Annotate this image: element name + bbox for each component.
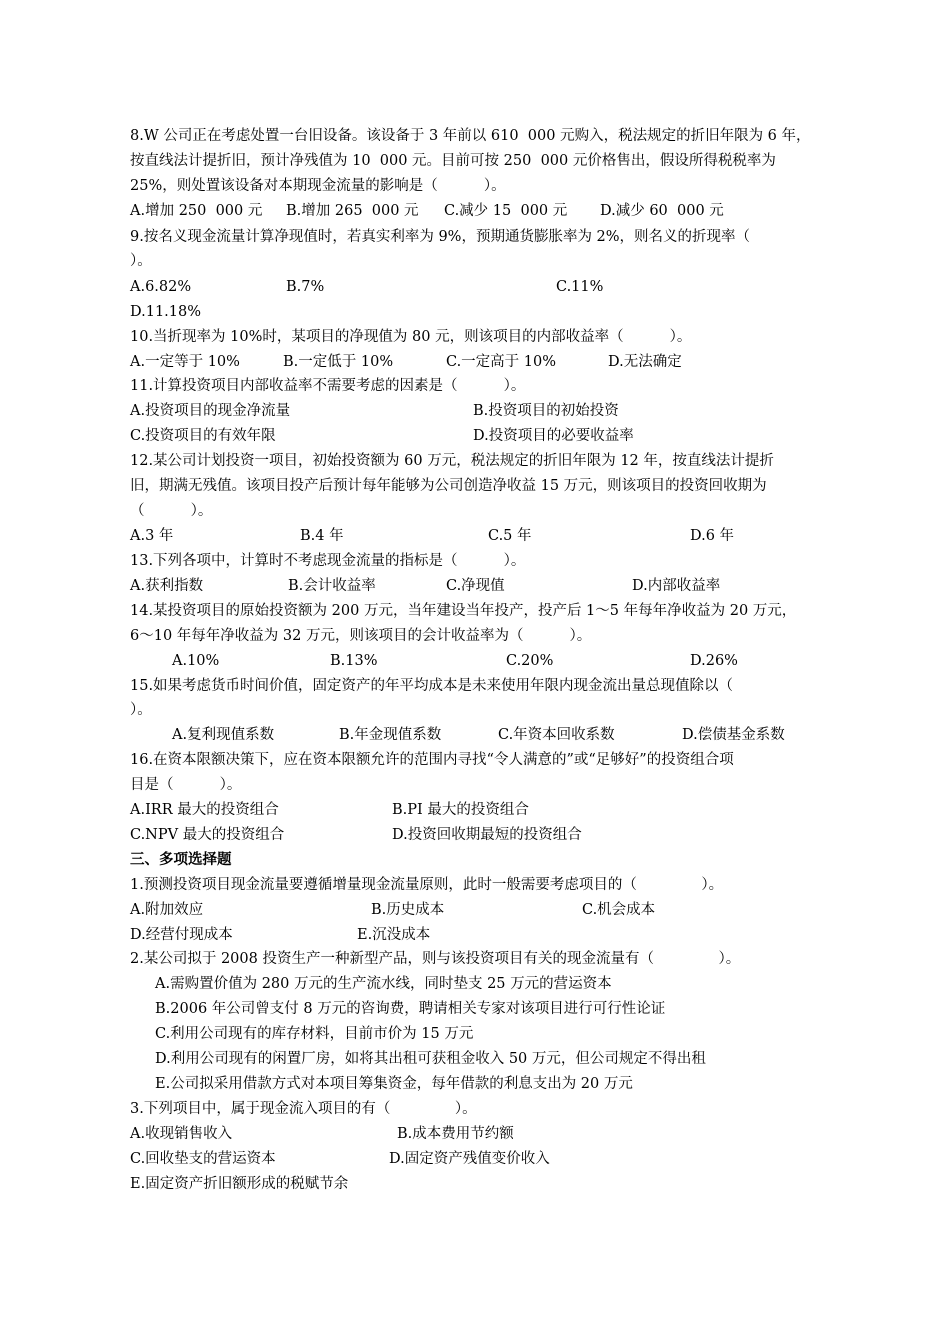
q13-option-b: B.会计收益率 [288,578,376,594]
q10-option-d: D.无法确定 [608,354,682,370]
q15-stem-line1: 15.如果考虑货币时间价值，固定资产的年平均成本是未来使用年限内现金流出量总现值除以（ [130,678,734,694]
q16-option-d: D.投资回收期最短的投资组合 [392,827,582,843]
q13-option-d: D.内部收益率 [632,578,721,594]
m3-stem: 3.下列项目中，属于现金流入项目的有（ ）。 [130,1101,477,1117]
q8-stem-line3: 25%，则处置该设备对本期现金流量的影响是（ ）。 [130,178,506,194]
q9-stem-line2: ）。 [130,253,152,269]
m2-stem: 2.某公司拟于 2008 投资生产一种新型产品，则与该投资项目有关的现金流量有（ ）。 [130,951,741,967]
m2-option-c: C.利用公司现有的库存材料，目前市价为 15 万元 [155,1026,474,1042]
m1-option-e: E.沉没成本 [357,927,431,943]
m1-option-c: C.机会成本 [582,902,656,918]
q14-stem-line2: 6～10 年每年净收益为 32 万元，则该项目的会计收益率为（ ）。 [130,628,592,644]
m3-option-a: A.收现销售收入 [130,1126,233,1142]
q14-option-c: C.20% [506,653,554,669]
q12-stem-line1: 12.某公司计划投资一项目，初始投资额为 60 万元，税法规定的折旧年限为 12 年，按直线法计提折 [130,453,774,469]
q14-option-a: A.10% [172,653,220,669]
q14-stem-line1: 14.某投资项目的原始投资额为 200 万元，当年建设当年投产，投产后 1～5 年每年净收益为 20 万元， [130,603,797,619]
m1-option-b: B.历史成本 [371,902,445,918]
m3-option-d: D.固定资产残值变价收入 [389,1151,550,1167]
m2-option-e: E.公司拟采用借款方式对本项目筹集资金，每年借款的利息支出为 20 万元 [155,1076,633,1092]
q9-option-a: A.6.82% [130,279,192,295]
q15-option-c: C.年资本回收系数 [498,727,615,743]
q8-stem-line2: 按直线法计提折旧，预计净残值为 10 000 元。目前可按 250 000 元价格售出，假设所得税税率为 [130,153,776,169]
q11-option-a: A.投资项目的现金净流量 [130,403,291,419]
m1-stem: 1.预测投资项目现金流量要遵循增量现金流量原则，此时一般需要考虑项目的（ ）。 [130,877,724,893]
m2-option-d: D.利用公司现有的闲置厂房，如将其出租可获租金收入 50 万元，但公司规定不得出租 [155,1051,706,1067]
q12-option-c: C.5 年 [488,528,532,544]
m1-option-d: D.经营付现成本 [130,927,233,943]
section-heading-multiple-choice: 三、多项选择题 [130,852,232,868]
q8-option-a: A.增加 250 000 元 [130,203,263,219]
q9-option-d: D.11.18% [130,304,202,320]
q11-option-c: C.投资项目的有效年限 [130,428,276,444]
q12-stem-line3: （ ）。 [130,503,213,519]
q10-stem: 10.当折现率为 10%时，某项目的净现值为 80 元，则该项目的内部收益率（ ）。 [130,329,692,345]
q15-stem-line2: ）。 [130,702,152,718]
q8-option-d: D.减少 60 000 元 [600,203,724,219]
q12-stem-line2: 旧，期满无残值。该项目投产后预计每年能够为公司创造净收益 15 万元，则该项目的投资回收期为 [130,478,767,494]
q16-option-a: A.IRR 最大的投资组合 [130,802,279,818]
q14-option-b: B.13% [330,653,378,669]
q15-option-a: A.复利现值系数 [172,727,275,743]
m2-option-b: B.2006 年公司曾支付 8 万元的咨询费，聘请相关专家对该项目进行可行性论证 [155,1001,666,1017]
q8-option-c: C.减少 15 000 元 [444,203,568,219]
q12-option-b: B.4 年 [300,528,344,544]
q15-option-d: D.偿债基金系数 [682,727,785,743]
q10-option-c: C.一定高于 10% [446,354,557,370]
q12-option-a: A.3 年 [130,528,174,544]
q11-option-b: B.投资项目的初始投资 [473,403,619,419]
q9-option-b: B.7% [286,279,325,295]
q16-stem-line2: 目是（ ）。 [130,777,242,793]
q16-option-c: C.NPV 最大的投资组合 [130,827,285,843]
m3-option-c: C.回收垫支的营运资本 [130,1151,276,1167]
q16-stem-line1: 16.在资本限额决策下，应在资本限额允许的范围内寻找“令人满意的”或“足够好”的投资组合项 [130,752,734,768]
m2-option-a: A.需购置价值为 280 万元的生产流水线，同时垫支 25 万元的营运资本 [155,976,612,992]
m1-option-a: A.附加效应 [130,902,204,918]
q11-stem: 11.计算投资项目内部收益率不需要考虑的因素是（ ）。 [130,378,526,394]
m3-option-e: E.固定资产折旧额形成的税赋节余 [130,1176,349,1192]
q13-stem: 13.下列各项中，计算时不考虑现金流量的指标是（ ）。 [130,553,526,569]
q16-option-b: B.PI 最大的投资组合 [392,802,529,818]
q10-option-a: A.一定等于 10% [130,354,240,370]
q11-option-d: D.投资项目的必要收益率 [473,428,634,444]
q14-option-d: D.26% [690,653,738,669]
q12-option-d: D.6 年 [690,528,735,544]
q15-option-b: B.年金现值系数 [339,727,442,743]
q10-option-b: B.一定低于 10% [283,354,394,370]
q9-option-c: C.11% [556,279,604,295]
m3-option-b: B.成本费用节约额 [397,1126,514,1142]
q13-option-c: C.净现值 [446,578,505,594]
q8-stem-line1: 8.W 公司正在考虑处置一台旧设备。该设备于 3 年前以 610 000 元购入，税法规定的折旧年限为 6 年， [130,128,811,144]
q9-stem-line1: 9.按名义现金流量计算净现值时，若真实利率为 9%，预期通货膨胀率为 2%，则名义的折现率（ [130,229,751,245]
q13-option-a: A.获利指数 [130,578,204,594]
q8-option-b: B.增加 265 000 元 [286,203,419,219]
